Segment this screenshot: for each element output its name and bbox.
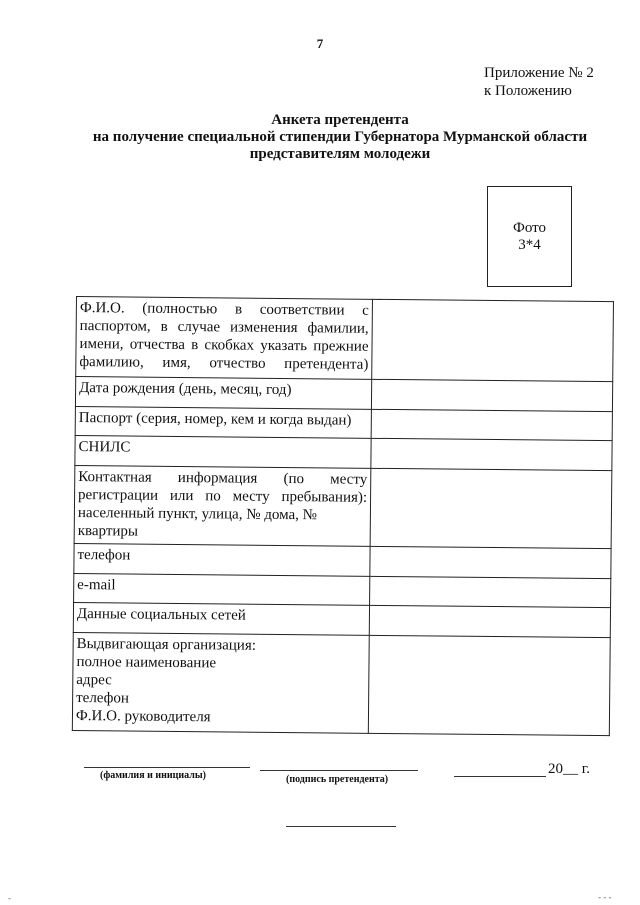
photo-placeholder [487,186,572,287]
form-field-birthdate[interactable] [371,379,612,411]
form-label-email: e-mail [74,573,370,605]
photo-label: Фото [512,219,546,236]
date-day-month-line [454,776,546,777]
title-line-1: Анкета претендента [271,112,409,128]
form-row-fio [76,297,614,382]
photo-size: 3*4 [518,236,541,253]
name-caption: (фамилия и инициалы) [100,770,207,781]
form-table [72,296,614,736]
date-year-text: 20__ г. [548,761,590,777]
form-field-contacts[interactable] [370,468,612,548]
title-line-2: на получение специальной стипендии Губернатора Мурманской области [92,129,588,145]
form-field-email[interactable] [370,576,611,607]
bottom-line [286,826,396,827]
form-field-snils[interactable] [371,438,612,470]
form-field-organization[interactable] [368,635,610,735]
form-field-fio[interactable] [372,299,614,381]
signature-caption: (подпись претендента) [286,774,389,785]
form-field-phone[interactable] [370,546,611,578]
appendix-line-1: Приложение № 2 [484,65,594,81]
name-signature-line [84,767,250,768]
form-row-contacts [74,465,612,548]
application-form [76,296,613,731]
form-label-phone: телефон [74,543,370,576]
appendix-line-2: к Положению [484,83,572,99]
form-field-social[interactable] [369,605,610,637]
corner-mark-left: - [8,893,11,903]
document-title [40,112,640,163]
form-label-snils: СНИЛС [75,435,371,468]
signature-line [260,770,418,771]
form-field-passport[interactable] [371,409,612,440]
form-label-contacts: Контактная информация (по месту регистрации или по месту пребывания): населенный пункт, улица, № дома, № квартиры [74,465,371,546]
form-label-birthdate: Дата рождения (день, месяц, год) [75,377,371,410]
title-line-3: представителям молодежи [249,146,431,162]
corner-mark-right: - - - [598,892,612,902]
form-row-organization [72,632,610,735]
form-label-passport: Паспорт (серия, номер, кем и когда выдан) [75,406,371,438]
form-label-organization: Выдвигающая организация: полное наименование адрес телефон Ф.И.О. руководителя [72,632,369,733]
form-label-social: Данные социальных сетей [73,602,369,635]
appendix-label [484,64,594,100]
form-label-fio: Ф.И.О. (полностью в соответствии с паспортом, в случае изменения фамилии, имени, отчества в скобках указать прежние фамилию, имя, отчество претендента) [76,297,373,380]
page-number: 7 [316,36,324,51]
